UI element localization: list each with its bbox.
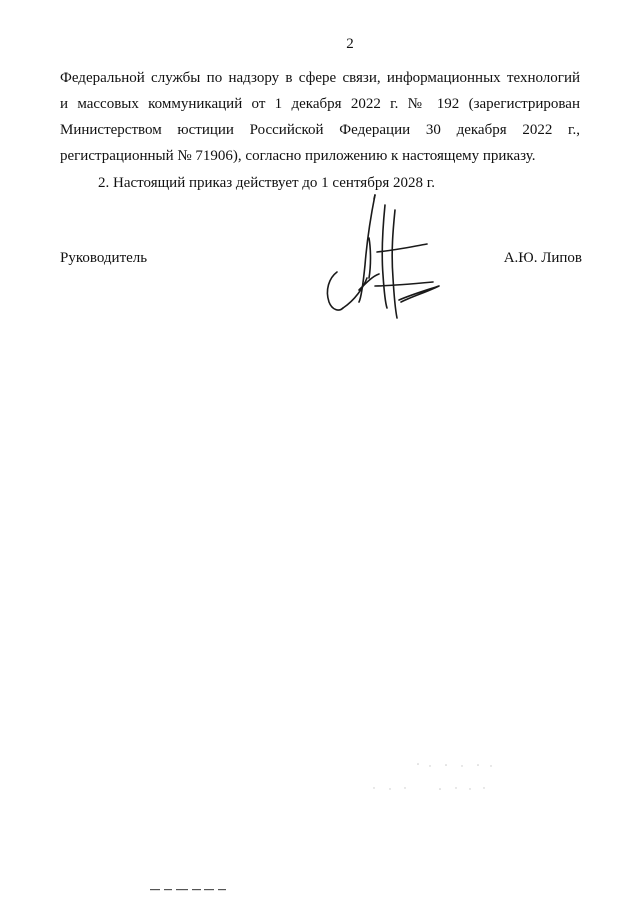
handwritten-signature xyxy=(315,190,450,325)
paragraph-2: 2. Настоящий приказ действует до 1 сентября 2028 г. xyxy=(98,175,435,191)
page-number: 2 xyxy=(346,36,354,52)
paragraph-1-line-2: и массовых коммуникаций от 1 декабря 2022 г. № 192 (зарегистрирован xyxy=(60,96,580,112)
signer-name: А.Ю. Липов xyxy=(503,250,582,266)
paragraph-1-line-4: регистрационный № 71906), согласно приложению к настоящему приказу. xyxy=(60,148,536,164)
paragraph-1-line-1: Федеральной службы по надзору в сфере связи, информационных технологий xyxy=(60,70,580,86)
paragraph-1-line-3: Министерством юстиции Российской Федерации 30 декабря 2022 г., xyxy=(60,122,580,138)
signer-title: Руководитель xyxy=(60,250,148,266)
